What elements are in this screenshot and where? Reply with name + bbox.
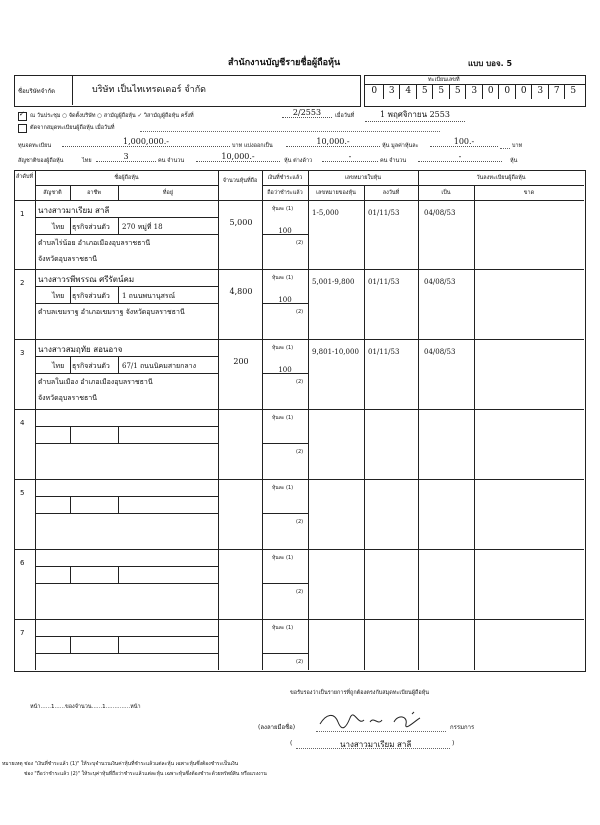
row-divider (35, 356, 218, 357)
document-title: สำนักงานบัญชีรายชื่อผู้ถือหุ้น (228, 58, 341, 68)
paid-label-2: (2) (296, 379, 304, 385)
company-name: บริษัท เป็นไทเทรดเดอร์ จำกัด (92, 85, 207, 95)
reg-in-date: 04/08/53 (424, 348, 456, 356)
nationality-label: สัญชาติของผู้ถือหุ้น (18, 158, 64, 164)
holder-occupation: ธุรกิจส่วนตัว (72, 292, 110, 300)
holder-occupation: ธุรกิจส่วนตัว (72, 223, 110, 231)
capital-amount: 1,000,000.- (62, 137, 230, 147)
row-divider (118, 566, 119, 583)
col-holder: ชื่อผู้ถือหุ้น (114, 175, 139, 181)
form-code: แบบ บอจ. 5 (468, 59, 513, 68)
holder-address-2: ตำบลไร่น้อย อำเภอเมืองอุบลราชธานี (38, 239, 151, 247)
handwritten-signature (316, 710, 436, 732)
col-paid-sub: ถือว่าชำระแล้ว (267, 190, 303, 196)
row-divider (35, 303, 218, 304)
row-divider (118, 496, 119, 513)
checkbox-meeting[interactable]: ✓ (18, 112, 27, 121)
capital-divided-label: บาท แบ่งออกเป็น (232, 143, 273, 149)
row-divider (35, 286, 218, 287)
share-range: 5,001-9,800 (312, 278, 355, 286)
holder-name: นางสาวสมฤทัย สอนอาจ (38, 345, 123, 354)
row-divider (70, 636, 71, 653)
paid-label-1: หุ้นละ (1) (272, 625, 294, 631)
signer-name: นางสาวมาเรียม สาลี (340, 740, 412, 749)
shares-held: 200 (233, 357, 249, 366)
reg-in-date: 04/08/53 (424, 209, 456, 217)
row-divider (70, 496, 71, 513)
row-divider (35, 653, 218, 654)
col-nationality: สัญชาติ (43, 190, 62, 196)
row-divider (35, 217, 218, 218)
share-value-label: หุ้น มูลค่าหุ้นละ (382, 143, 419, 149)
paid-label-1: หุ้นละ (1) (272, 485, 294, 491)
document-page: สำนักงานบัญชีรายชื่อผู้ถือหุ้น แบบ บอจ. 5 ชื่อบริษัทจำกัด บริษัท เป็นไทเทรดเดอร์ จำกัด ทะเบียนเลขที่ 0 3 4 5 5 5 3 0 0 0 3 7 5 ✓ ณ วันประชุม ○ จัดตั้งบริษัท ○ สามัญผู้ถือหุ้น ✓ วิสามัญผู้ถือหุ้น ครั้งที่ 2/2553 เมื่อวันที่ 1 พฤศจิกายน 2553 ตัดจากสมุดทะเบียนผู้ถือหุ้น เมื่อวันที่ ทุนจดทะเบียน 1,000,000.- บาท แบ่งออกเป็น 10,000.- หุ้น มูลค่าหุ้นละ 100.- บาท สัญชาติของผู้ถือหุ้น ไทย 3 คน จำนวน 10,000.- หุ้น ต่างด้าว - คน จำนวน - หุ้น ลำดับที่ ชื่อผู้ถือหุ้น สัญชาติ อาชีพ ที่อยู่ จำนวนหุ้นที่ถือ เงินที่ชำระแล้ว ถือว่าชำระแล้ว เลขหมายใบหุ้น เลขหมายของหุ้น ลงวันที่ วันลงทะเบียนผู้ถือหุ้น เป็น ขาด 1 หุ้นละ (1) (2) นางสาวมาเรียม สาลี ไทย ธุรกิจส่วนตัว 270 หมู่ที่ 18 ตำบลไร่น้อย อำเภอเมืองอุบลราชธานี จังหวัดอุบลราชธานี 5,000 100 1-5,000 01/11/53 04/08/53 2 หุ้นละ (1) (2) นางสาวรพีพรรณ ศรีรัตน์คม ไทย ธุรกิจส่วนตัว 1 ถนนพนานุสรณ์ ตำบลเขมราฐ อำเภอเขมราฐ จังหวัดอุบลราชธานี 4,800 100 5,001-9,800 01/11/53 04/08/53 3 หุ้นละ (1) (2) นางสาวสมฤทัย สอนอาจ ไทย ธุรกิจส่วนตัว 67/1 ถนนนิคมสายกลาง ตำบลในเมือง อำเภอเมืองอุบลราชธานี จังหวัดอุบลราชธานี 200 100 9,801-10,000 01/11/53 04/08/53 4 หุ้นละ (1) (2) 5 หุ้นละ (1) (2) 6 หุ้นละ (1) (2) 7 หุ้นละ (1) (2) หน้า......1......ของจำนวน......1..............หน้า ขอรับรองว่าเป็นรายการที่ถูกต้องตรงกับสมุดทะเบียนผู้ถือหุ้น (ลงลายมือชื่อ) กรรมการ ( นางสาวมาเรียม สาลี ) หมายเหตุ ช่อง "เงินที่ชำระแล้ว (1)" ให้ระบุจำนวนเงินค่าหุ้นที่ชำระแล้วแต่ละหุ้น เฉพาะหุ้นซึ่งต้องชำระเป็นเงิน ช่อง "ถือว่าชำระแล้ว (2)" ให้ระบุค่าหุ้นที่ถือว่าชำระแล้วแต่ละหุ้น เฉพาะหุ้นซึ่งต้องชำระด้วยทรัพย์สิน หรือแรงงาน (0, 0, 600, 825)
reg-digit: 3 (531, 84, 549, 99)
row-divider (35, 443, 218, 444)
row-divider (35, 566, 218, 567)
holder-address-3: จังหวัดอุบลราชธานี (38, 394, 97, 402)
paid-amount: 100 (278, 227, 292, 235)
footnote-1: หมายเหตุ ช่อง "เงินที่ชำระแล้ว (1)" ให้ระบุจำนวนเงินค่าหุ้นที่ชำระแล้วแต่ละหุ้น เฉพาะหุ้นซึ่งต้องชำระเป็นเงิน (2, 761, 239, 767)
share-date: 01/11/53 (368, 209, 400, 217)
reg-digit: 5 (449, 84, 467, 99)
holder-occupation: ธุรกิจส่วนตัว (72, 362, 110, 370)
baht-label: บาท (512, 143, 523, 149)
reg-number-label: ทะเบียนเลขที่ (428, 77, 460, 83)
holder-address-1: 270 หมู่ที่ 18 (122, 223, 163, 231)
holder-address-2: ตำบลในเมือง อำเภอเมืองอุบลราชธานี (38, 378, 153, 386)
share-value: 100.- (430, 137, 498, 147)
row-divider (35, 234, 218, 235)
meeting-options: ณ วันประชุม ○ จัดตั้งบริษัท ○ สามัญผู้ถือหุ้น ✓ วิสามัญผู้ถือหุ้น ครั้งที่ (30, 113, 194, 119)
row-divider (262, 653, 308, 654)
row-divider (118, 636, 119, 653)
row-divider (35, 513, 218, 514)
reg-digit: 3 (465, 84, 483, 99)
row-divider (35, 636, 218, 637)
share-range: 9,801-10,000 (312, 348, 359, 356)
meeting-date: 1 พฤศจิกายน 2553 (365, 108, 465, 122)
thai-label: ไทย (82, 158, 92, 164)
row-number: 2 (20, 279, 25, 287)
row-divider (118, 217, 119, 234)
col-paid: เงินที่ชำระแล้ว (267, 175, 303, 181)
holder-address-1: 67/1 ถนนนิคมสายกลาง (122, 362, 197, 370)
paid-label-2: (2) (296, 519, 304, 525)
holder-address-3: จังหวัดอุบลราชธานี (38, 255, 97, 263)
reg-digit: 5 (564, 84, 582, 99)
row-divider (118, 356, 119, 373)
holder-nationality: ไทย (52, 223, 65, 231)
paid-label-2: (2) (296, 309, 304, 315)
row-divider (35, 496, 218, 497)
reg-digit: 5 (416, 84, 434, 99)
foreign-qty-label: คน จำนวน (380, 158, 407, 164)
col-occupation: อาชีพ (87, 190, 101, 196)
col-shares: จำนวนหุ้นที่ถือ (222, 178, 258, 184)
row-divider (35, 583, 218, 584)
paid-label-2: (2) (296, 240, 304, 246)
col-regdate: วันลงทะเบียนผู้ถือหุ้น (476, 175, 526, 181)
page-count: หน้า......1......ของจำนวน......1..............หน้า (30, 704, 141, 710)
row-number: 3 (20, 349, 25, 357)
holder-nationality: ไทย (52, 362, 65, 370)
paid-label-1: หุ้นละ (1) (272, 275, 294, 281)
holder-address-2: ตำบลเขมราฐ อำเภอเขมราฐ จังหวัดอุบลราชธานี (38, 308, 185, 316)
paid-label-2: (2) (296, 659, 304, 665)
thai-shares: 10,000.- (196, 152, 280, 162)
row-divider (118, 426, 119, 443)
foreign-count: - (322, 152, 378, 162)
reg-in-date: 04/08/53 (424, 278, 456, 286)
row-divider (262, 583, 308, 584)
row-divider (70, 217, 71, 234)
paid-label-1: หุ้นละ (1) (272, 345, 294, 351)
reg-digit: 0 (482, 84, 500, 99)
share-unit: หุ้น (510, 158, 518, 164)
certification-text: ขอรับรองว่าเป็นรายการที่ถูกต้องตรงกับสมุดทะเบียนผู้ถือหุ้น (290, 690, 430, 696)
reg-digit: 5 (432, 84, 450, 99)
paid-label-2: (2) (296, 589, 304, 595)
reg-digit: 4 (399, 84, 417, 99)
holder-name: นางสาวรพีพรรณ ศรีรัตน์คม (38, 275, 135, 284)
director-label: กรรมการ (450, 724, 475, 731)
col-sharenum-sub: เลขหมายของหุ้น (316, 190, 356, 196)
foreign-label: หุ้น ต่างด้าว (284, 158, 313, 164)
foreign-shares: - (418, 152, 502, 162)
col-address: ที่อยู่ (162, 190, 174, 196)
row-divider (35, 426, 218, 427)
paid-amount: 100 (278, 366, 292, 374)
reg-digit: 0 (371, 86, 378, 96)
col-order: ลำดับที่ (15, 174, 34, 180)
meeting-date-label: เมื่อวันที่ (335, 113, 355, 119)
row-divider (262, 513, 308, 514)
footnote-2: ช่อง "ถือว่าชำระแล้ว (2)" ให้ระบุค่าหุ้นที่ถือว่าชำระแล้วแต่ละหุ้น เฉพาะหุ้นซึ่งต้องชำระด้วยทรัพย์สิน หรือแรงงาน (24, 771, 267, 777)
col-regdate-out: ขาด (523, 190, 535, 196)
reg-digit: 0 (515, 84, 533, 99)
row-divider (118, 286, 119, 303)
row-divider (70, 426, 71, 443)
reg-digit: 7 (548, 84, 566, 99)
capital-shares: 10,000.- (286, 137, 380, 147)
row-number: 6 (20, 559, 25, 567)
row-number: 1 (20, 210, 25, 218)
share-date: 01/11/53 (368, 348, 400, 356)
row-number: 5 (20, 489, 25, 497)
share-date: 01/11/53 (368, 278, 400, 286)
col-date: ลงวันที่ (382, 190, 400, 196)
thai-count: 3 (96, 152, 156, 162)
thai-qty-label: คน จำนวน (158, 158, 185, 164)
register-excerpt-label: ตัดจากสมุดทะเบียนผู้ถือหุ้น เมื่อวันที่ (30, 125, 115, 131)
paid-label-1: หุ้นละ (1) (272, 555, 294, 561)
capital-label: ทุนจดทะเบียน (18, 143, 52, 149)
row-divider (35, 373, 218, 374)
col-regdate-in: เป็น (441, 190, 451, 196)
shares-held: 4,800 (229, 287, 253, 296)
row-number: 4 (20, 419, 25, 427)
row-divider (70, 356, 71, 373)
paid-label-2: (2) (296, 449, 304, 455)
reg-digit: 0 (498, 84, 516, 99)
col-sharenum: เลขหมายใบหุ้น (344, 175, 382, 181)
holder-nationality: ไทย (52, 292, 65, 300)
row-divider (70, 286, 71, 303)
row-divider (70, 566, 71, 583)
holder-address-1: 1 ถนนพนานุสรณ์ (122, 292, 176, 300)
reg-digit: 3 (383, 84, 401, 99)
meeting-number: 2/2553 (282, 108, 332, 118)
shares-held: 5,000 (229, 218, 253, 227)
signature-label: (ลงลายมือชื่อ) (258, 724, 296, 731)
holder-name: นางสาวมาเรียม สาลี (38, 206, 110, 215)
row-number: 7 (20, 629, 25, 637)
checkbox-register-excerpt[interactable] (18, 124, 27, 133)
paid-amount: 100 (278, 296, 292, 304)
paid-label-1: หุ้นละ (1) (272, 206, 294, 212)
share-range: 1-5,000 (312, 209, 339, 217)
paid-label-1: หุ้นละ (1) (272, 415, 294, 421)
row-divider (262, 443, 308, 444)
company-label: ชื่อบริษัทจำกัด (18, 88, 56, 95)
